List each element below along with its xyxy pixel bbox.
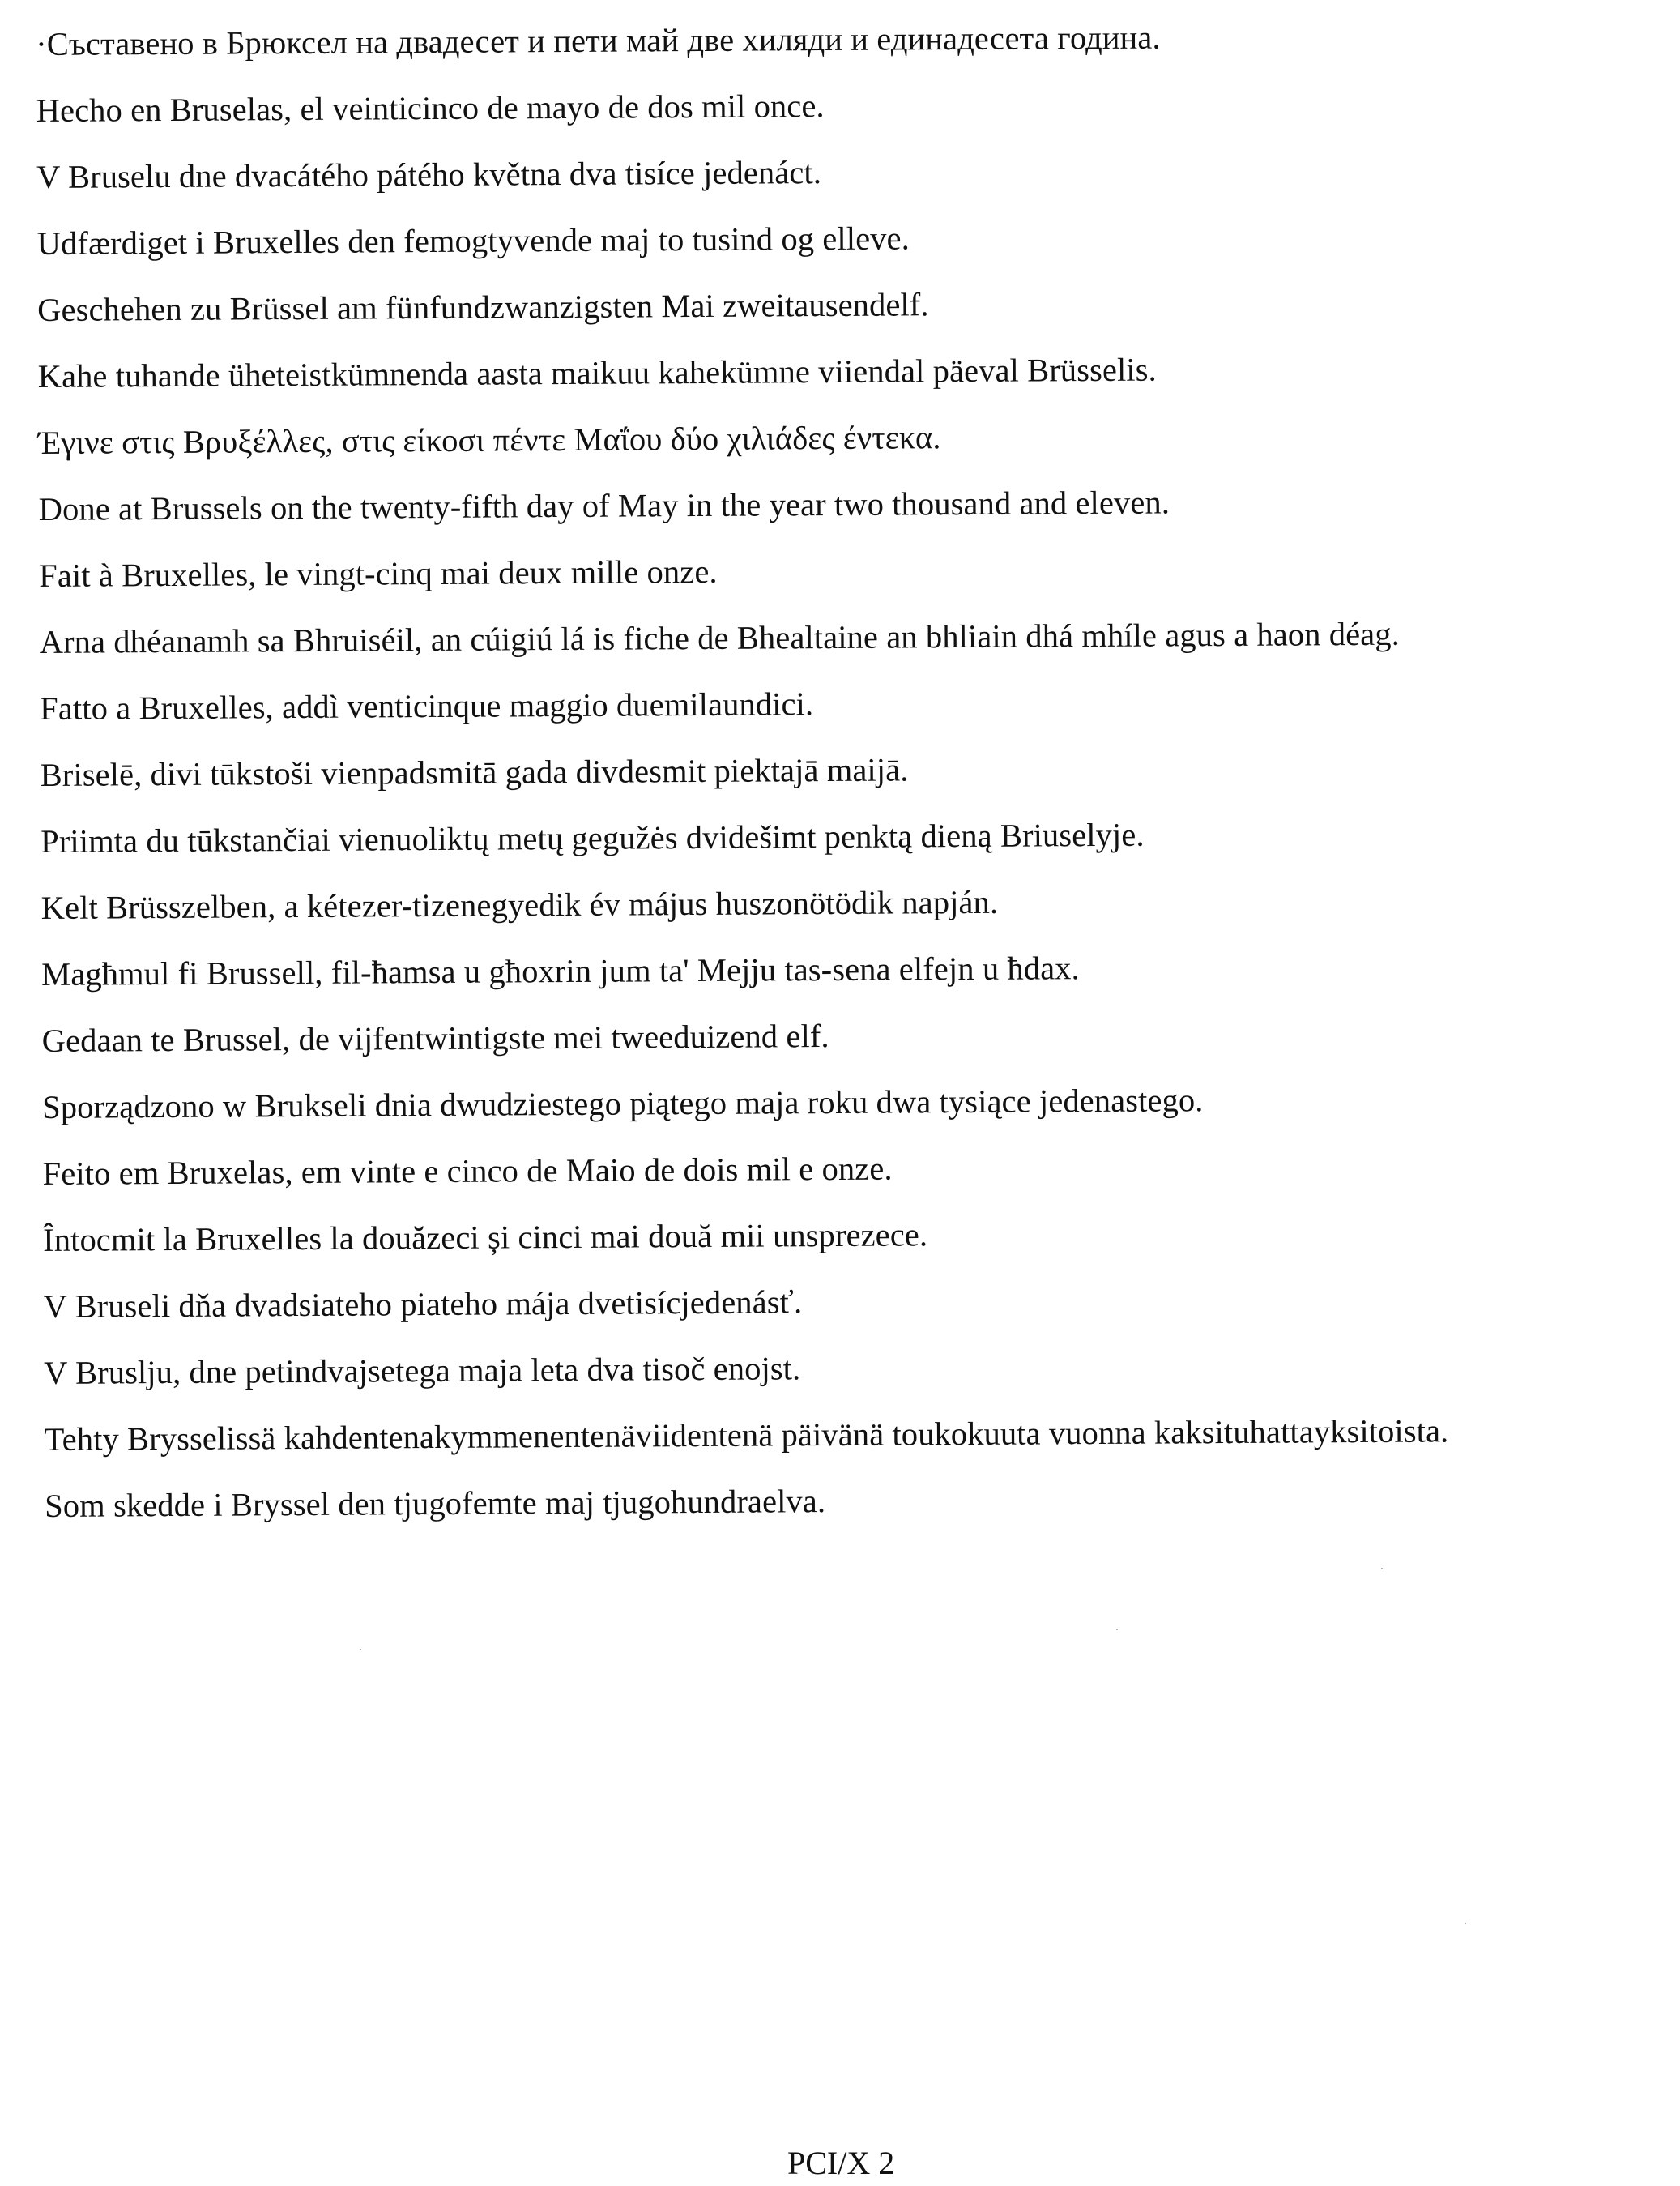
clause-line: Udfærdiget i Bruxelles den femogtyvende maj to tusind og elleve. xyxy=(36,220,910,262)
clause-line: Briselē, divi tūkstoši vienpadsmitā gada divdesmit piektajā maijā. xyxy=(40,751,909,793)
clause-line: V Bruseli dňa dvadsiateho piateho mája dvetisícjedenásť. xyxy=(43,1283,803,1325)
clause-line: Întocmit la Bruxelles la douăzeci și cinci mai două mii unsprezece. xyxy=(43,1216,928,1258)
clause-line: Som skedde i Bryssel den tjugofemte maj tjugohundraelva. xyxy=(45,1483,826,1524)
clause-line: V Bruselu dne dvacátého pátého května dva tisíce jedenáct. xyxy=(36,154,822,195)
clause-line: Sporządzono w Brukseli dnia dwudziestego piątego maja roku dwa tysiące jedenastego. xyxy=(42,1082,1204,1125)
clause-line: Fatto a Bruxelles, addì venticinque maggio duemilaundici. xyxy=(40,685,814,727)
clause-line: Έγινε στις Βρυξέλλες, στις είκοσι πέντε Μαΐου δύο χιλιάδες έντεκα. xyxy=(38,419,941,461)
scan-speck xyxy=(1116,1629,1118,1630)
clause-line: Feito em Bruxelas, em vinte e cinco de Maio de dois mil e onze. xyxy=(42,1150,893,1192)
clause-line: Gedaan te Brussel, de vijfentwintigste mei tweeduizend elf. xyxy=(41,1018,829,1059)
clause-line: Fait à Bruxelles, le vingt-cinq mai deux mille onze. xyxy=(39,553,718,594)
clause-line: Done at Brussels on the twenty-fifth day of May in the year two thousand and eleven. xyxy=(38,484,1170,527)
clause-line: Arna dhéanamh sa Bhruiséil, an cúigiú lá is fiche de Bhealtaine an bhliain dhá mhíle agus a haon déag. xyxy=(39,615,1400,660)
page-footer-reference: PCI/X 2 xyxy=(787,2145,895,2181)
clause-line: Magħmul fi Brussell, fil-ħamsa u għoxrin jum ta' Mejju tas-sena elfejn u ħdax. xyxy=(41,950,1080,993)
signature-clause-list xyxy=(36,8,1665,1546)
clause-line: Kahe tuhande üheteistkümnenda aasta maikuu kahekümne viiendal päeval Brüsselis. xyxy=(37,351,1157,395)
clause-line: Priimta du tūkstančiai vienuoliktų metų gegužės dvidešimt penktą dieną Briuselyje. xyxy=(41,816,1145,860)
clause-line: Tehty Brysselissä kahdentenakymmenentenäviidentenä päivänä toukokuuta vuonna kaksituhattayksitoista. xyxy=(44,1412,1449,1458)
clause-line: Hecho en Bruselas, el veinticinco de mayo de dos mil once. xyxy=(36,88,825,129)
clause-line: Kelt Brüsszelben, a kétezer-tizenegyedik év május huszonötödik napján. xyxy=(41,883,999,926)
scan-speck xyxy=(1465,1923,1466,1924)
clause-line: Geschehen zu Brüssel am fünfundzwanzigsten Mai zweitausendelf. xyxy=(37,286,929,328)
scan-speck xyxy=(1381,1568,1383,1569)
clause-line: ·Съставено в Брюксел на двадесет и пети май две хиляди и единадесета година. xyxy=(36,19,1161,62)
scan-speck xyxy=(360,1649,361,1650)
clause-line: V Bruslju, dne petindvajsetega maja leta dva tisoč enojst. xyxy=(44,1350,801,1391)
